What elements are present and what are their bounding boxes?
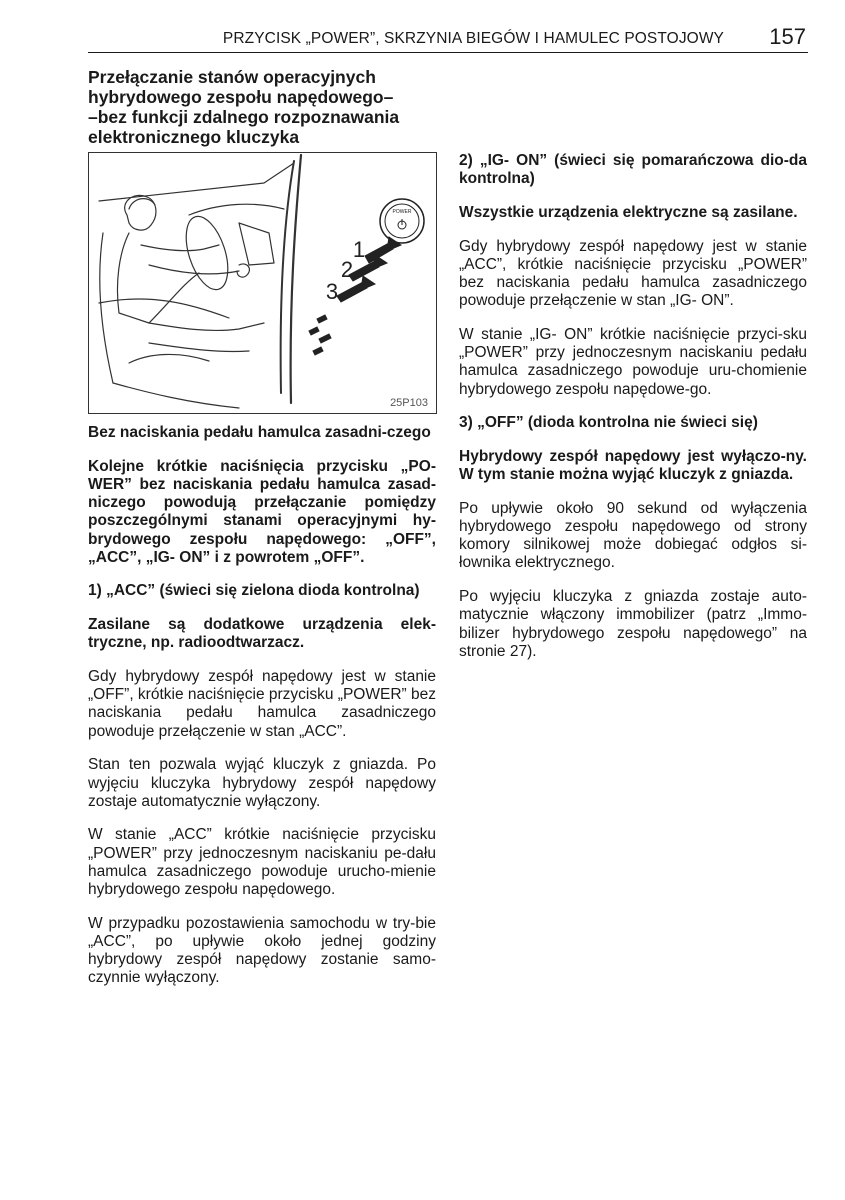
section-title-line: hybrydowego zespołu napędowego– <box>88 87 394 107</box>
steering-wheel <box>178 211 236 294</box>
dashboard-top <box>189 204 284 215</box>
driver-leg <box>149 323 264 330</box>
left-paragraph-8: W przypadku pozostawienia samochodu w try-bie „ACC”, po upływie około jednej godziny hybrydowy zespół napędowy zostanie samo-czynnie wyłączony. <box>88 914 436 987</box>
section-title <box>88 67 438 147</box>
header-title: PRZYCISK „POWER”, SKRZYNIA BIEGÓW I HAMULEC POSTOJOWY <box>222 30 724 47</box>
left-paragraph-4: Zasilane są dodatkowe urządzenia elek-tryczne, np. radioodtwarzacz. <box>88 616 436 652</box>
seat-edge <box>113 383 239 408</box>
roof-line <box>99 163 294 201</box>
left-paragraph-3: 1) „ACC” (świeci się zielona dioda kontrolna) <box>88 582 420 600</box>
power-button-label: POWER <box>392 209 412 215</box>
right-paragraph-1: 2) „IG- ON” (świeci się pomarańczowa dio-da kontrolna) <box>459 152 807 188</box>
page-number: 157 <box>769 24 806 49</box>
right-paragraph-5: 3) „OFF” (dioda kontrolna nie świeci się) <box>459 414 758 432</box>
left-paragraph-2: Kolejne krótkie naciśnięcia przycisku „PO-WER” bez naciskania pedału hamulca zasad-niczego powodują przełączanie pomiędzy poszczególnymi stanami operacyjnymi hy-brydowego zespołu napędowego: „OFF”, „ACC”, „IG- ON” i z powrotem „OFF”. <box>88 457 436 566</box>
step-label-2: 2 <box>340 257 354 282</box>
right-paragraph-6: Hybrydowy zespół napędowy jest wyłączo-ny. W tym stanie można wyjąć kluczyk z gniazda. <box>459 447 807 484</box>
header-bar <box>88 26 808 52</box>
section-title-line: elektronicznego kluczyka <box>88 127 300 147</box>
left-paragraph-1: Bez naciskania pedału hamulca zasadni-czego <box>88 424 431 441</box>
right-column <box>459 152 807 676</box>
power-button-detail <box>380 199 424 243</box>
section-title-line: Przełączanie stanów operacyjnych <box>88 67 376 87</box>
step-label-1: 1 <box>352 237 366 262</box>
right-paragraph-7: Po upływie około 90 sekund od wyłączenia hybrydowego zespołu napędowego od strony komory silnikowej może dobiegać odgłos si-łownika elektrycznego. <box>459 499 807 572</box>
power-button-illustration <box>88 152 437 414</box>
seat-cushion <box>129 354 209 363</box>
step-label-3: 3 <box>325 279 339 304</box>
left-paragraph-6: Stan ten pozwala wyjąć kluczyk z gniazda. Po wyjęciu kluczyka hybrydowy zespół napędowy zostaje automatycznie wyłączony. <box>88 756 436 810</box>
left-paragraph-5: Gdy hybrydowy zespół napędowy jest w stanie „OFF”, krótkie naciśnięcie przycisku „POWER” bez naciskania pedału hamulca zasadniczego powoduje przełączenie w stan „ACC”. <box>88 668 436 740</box>
a-pillar-line <box>291 155 301 403</box>
driver-lower-leg <box>149 343 249 352</box>
section-title-line: –bez funkcji zdalnego rozpoznawania <box>88 107 400 127</box>
left-column <box>88 424 436 1003</box>
right-paragraph-3: Gdy hybrydowy zespół napędowy jest w stanie „ACC”, krótkie naciśnięcie przycisku „POWER” bez naciskania pedału hamulca zasadniczego powoduje przełączenie w stan „IG- ON”. <box>459 237 807 310</box>
driver-arm <box>141 245 219 251</box>
dashboard-panel <box>239 223 274 265</box>
seat-back <box>100 233 113 383</box>
left-paragraph-7: W stanie „ACC” krótkie naciśnięcie przycisku „POWER” przy jednoczesnym naciskaniu pe-dału hamulca zasadniczego powoduje urucho-mienie hybrydowego zespołu napędowego. <box>88 826 436 899</box>
figure-code: 25P103 <box>390 397 428 409</box>
header-divider <box>88 52 808 53</box>
driver-hair <box>129 199 155 209</box>
right-paragraph-4: W stanie „IG- ON” krótkie naciśnięcie przyci-sku „POWER” przy jednoczesnym naciskaniu pedału hamulca zasadniczego powoduje uru-chomienie hybrydowego zespołu napędowe-go. <box>459 325 807 398</box>
right-paragraph-2: Wszystkie urządzenia elektryczne są zasilane. <box>459 203 798 221</box>
right-paragraph-8: Po wyjęciu kluczyka z gniazda zostaje auto-matycznie włączony immobilizer (patrz „Immo-bilizer hybrydowego zespołu napędowego” na stronie 27). <box>459 588 807 660</box>
illustration-drawing <box>89 153 436 413</box>
